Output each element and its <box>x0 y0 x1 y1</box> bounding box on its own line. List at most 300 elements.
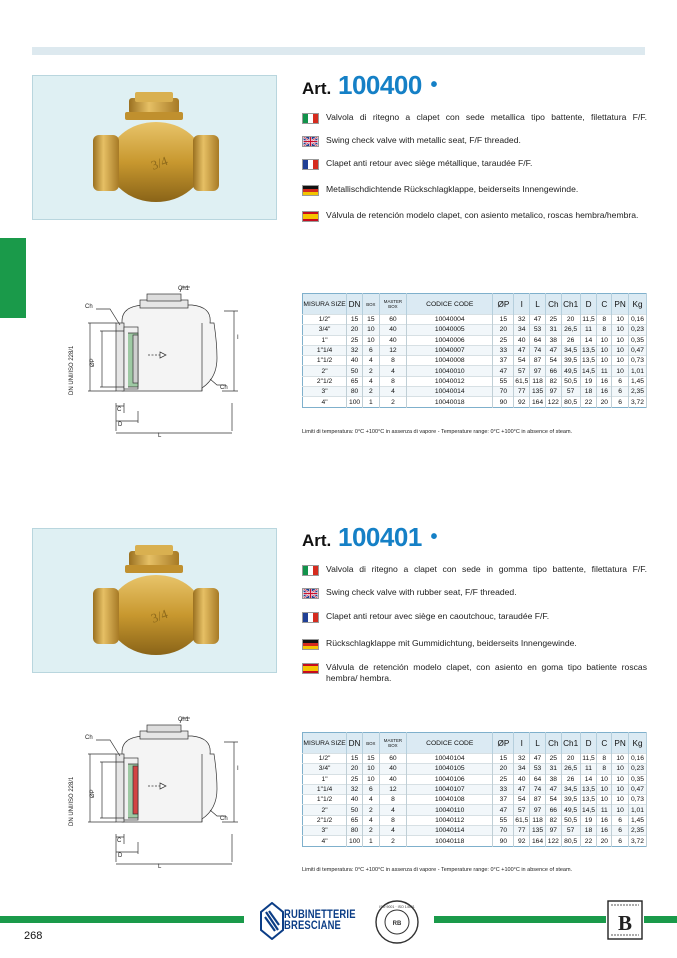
table-cell: 1 <box>362 397 379 407</box>
col-kg: Kg <box>628 733 646 754</box>
table-cell: 19 <box>580 815 597 825</box>
table-cell: 64 <box>530 774 546 784</box>
brand-name: RUBINETTERIE BRESCIANE <box>284 909 356 932</box>
table-row <box>303 784 647 794</box>
table-cell: 10040104 <box>407 754 493 764</box>
product-photo-100400 <box>32 75 277 220</box>
table-cell: 32 <box>514 315 530 325</box>
table-cell: 47 <box>493 366 514 376</box>
table-cell: 11 <box>597 805 612 815</box>
table-cell: 18 <box>580 826 597 836</box>
b-mark-icon <box>606 899 644 941</box>
table-cell: 2 <box>362 387 379 397</box>
table-cell: 47 <box>545 784 561 794</box>
label-op: ØP <box>90 358 96 367</box>
table-cell: 10 <box>597 335 612 345</box>
table-cell: 37 <box>493 356 514 366</box>
table-cell: 0,47 <box>628 784 646 794</box>
table-cell: 18 <box>580 387 597 397</box>
table-cell: 14 <box>580 774 597 784</box>
table-cell: 10040106 <box>407 774 493 784</box>
table-cell: 87 <box>530 795 546 805</box>
table-cell: 87 <box>530 356 546 366</box>
description-de: Rückschlagklappe mit Gummidichtung, beiderseits Innengewinde. <box>302 638 647 650</box>
table-cell: 25 <box>545 754 561 764</box>
table-cell: 47 <box>514 345 530 355</box>
table-cell: 97 <box>545 387 561 397</box>
table-cell: 16 <box>597 387 612 397</box>
table-cell: 57 <box>561 387 580 397</box>
table-cell: 13,5 <box>582 796 596 804</box>
table-cell: 10 <box>597 784 612 794</box>
table-cell: 1"1/2 <box>303 356 347 366</box>
table-cell: 92 <box>514 397 530 407</box>
table-cell: 2,35 <box>628 387 646 397</box>
table-cell: 1"1/2 <box>303 795 347 805</box>
table-cell: 135 <box>530 387 546 397</box>
flag-italy-icon <box>302 565 319 576</box>
table-cell: 1,45 <box>628 815 646 825</box>
table-cell: 2,35 <box>628 826 646 836</box>
col-ch1: Ch1 <box>561 294 580 315</box>
table-cell: 39,5 <box>561 356 580 366</box>
table-cell: 47 <box>530 754 546 764</box>
table-cell: 10 <box>612 764 629 774</box>
table-cell: 12 <box>379 784 406 794</box>
table-cell: 40 <box>379 774 406 784</box>
table-cell: 6 <box>612 397 629 407</box>
table-cell: 10 <box>612 805 629 815</box>
table-cell: 0,73 <box>628 356 646 366</box>
table-cell: 10 <box>597 345 612 355</box>
temperature-note-100401: Limiti di temperatura: 0°C +100°C in assenza di vapore - Temperature range: 0°C +100°C in absence of steam. <box>302 867 573 873</box>
table-cell: 57 <box>561 826 580 836</box>
table-cell: 10 <box>612 774 629 784</box>
label-ch-top: Ch <box>85 735 93 741</box>
label-op: ØP <box>90 789 96 798</box>
table-row <box>303 356 647 366</box>
table-cell: 50,5 <box>561 376 580 386</box>
table-cell: 47 <box>493 805 514 815</box>
table-cell: 15 <box>362 754 379 764</box>
table-cell: 1" <box>303 774 347 784</box>
flag-uk-icon <box>302 136 319 147</box>
page-number: 268 <box>24 930 43 942</box>
table-cell: 11,5 <box>580 315 597 325</box>
table-row <box>303 315 647 325</box>
label-ch-bottom: Ch <box>220 816 228 822</box>
table-cell: 15 <box>493 315 514 325</box>
table-cell: 74 <box>530 784 546 794</box>
label-l: L <box>158 864 162 870</box>
table-cell: 118 <box>530 815 546 825</box>
table-cell: 10040008 <box>407 356 493 366</box>
table-cell: 0,23 <box>628 325 646 335</box>
table-cell: 10 <box>612 335 629 345</box>
description-gb: Swing check valve with metallic seat, F/F threaded. <box>302 135 647 147</box>
table-cell: 10 <box>362 774 379 784</box>
table-cell: 40 <box>514 335 530 345</box>
table-cell: 10040110 <box>407 805 493 815</box>
table-cell: 80,5 <box>561 836 580 846</box>
table-cell: 31 <box>545 325 561 335</box>
table-cell: 77 <box>514 826 530 836</box>
table-cell: 82 <box>545 815 561 825</box>
article-title-100401: Art. 100401 • <box>302 522 438 552</box>
svg-text:B: B <box>617 911 633 935</box>
table-cell: 80 <box>347 387 363 397</box>
table-cell: 1,01 <box>628 366 646 376</box>
table-cell: 22 <box>580 836 597 846</box>
b-quality-mark <box>606 899 644 941</box>
flag-italy-icon <box>302 113 319 124</box>
table-cell: 1 <box>362 836 379 846</box>
table-cell: 15 <box>347 315 363 325</box>
table-cell: 32 <box>514 754 530 764</box>
table-cell: 40 <box>347 356 363 366</box>
table-cell: 65 <box>347 376 363 386</box>
brand-logo <box>244 896 434 948</box>
table-cell: 1,01 <box>628 805 646 815</box>
flag-germany-icon <box>302 639 319 650</box>
table-cell: 57 <box>514 366 530 376</box>
table-cell: 16 <box>597 815 612 825</box>
description-fr: Clapet anti retour avec siège en caoutchouc, taraudée F/F. <box>302 611 647 623</box>
table-cell: 10040014 <box>407 387 493 397</box>
table-cell: 34,5 <box>561 784 580 794</box>
table-cell: 4 <box>362 376 379 386</box>
table-cell: 20 <box>597 397 612 407</box>
table-cell: 11 <box>580 764 597 774</box>
table-cell: 164 <box>530 397 546 407</box>
table-cell: 10 <box>612 356 629 366</box>
description-es: Válvula de retención modelo clapet, con asiento en goma tipo batiente roscas hembra/ hembra. <box>302 662 647 683</box>
table-cell: 10 <box>612 325 629 335</box>
col-dn: DN <box>347 294 363 315</box>
description-it: Valvola di ritegno a clapet con sede in gomma tipo battente, filettatura F/F. <box>302 564 647 576</box>
label-c: C <box>117 838 122 844</box>
table-cell: 15 <box>347 754 363 764</box>
svg-text:3/4: 3/4 <box>148 606 170 626</box>
table-cell: 26 <box>561 335 580 345</box>
table-cell: 3,72 <box>628 836 646 846</box>
table-cell: 38 <box>545 335 561 345</box>
table-cell: 10040118 <box>407 836 493 846</box>
table-cell: 8 <box>379 815 406 825</box>
col-ch: Ch <box>545 733 561 754</box>
table-cell: 2" <box>303 805 347 815</box>
table-cell: 97 <box>530 805 546 815</box>
table-cell: 14 <box>580 335 597 345</box>
flag-germany-icon <box>302 185 319 196</box>
table-cell: 0,35 <box>628 335 646 345</box>
table-cell: 20 <box>597 836 612 846</box>
table-cell: 31 <box>545 764 561 774</box>
table-cell: 2 <box>362 366 379 376</box>
table-cell: 40 <box>347 795 363 805</box>
table-cell: 32 <box>347 784 363 794</box>
table-row <box>303 795 647 805</box>
table-cell: 1"1/4 <box>303 345 347 355</box>
col-op: ØP <box>493 294 514 315</box>
col-dn: DN <box>347 733 363 754</box>
col-pn: PN <box>612 294 629 315</box>
table-cell: 4 <box>362 795 379 805</box>
table-cell: 4 <box>362 815 379 825</box>
table-cell: 50,5 <box>561 815 580 825</box>
table-row <box>303 325 647 335</box>
table-cell: 92 <box>514 836 530 846</box>
table-cell: 34 <box>514 325 530 335</box>
col-master-box: MASTER BOX <box>379 733 406 754</box>
table-cell: 10 <box>612 345 629 355</box>
table-row <box>303 836 647 846</box>
table-cell: 26,5 <box>561 325 580 335</box>
table-cell: 10 <box>597 356 612 366</box>
table-cell: 2 <box>362 805 379 815</box>
table-cell: 4" <box>303 836 347 846</box>
valve-photo <box>91 90 221 205</box>
description-fr: Clapet anti retour avec siège métallique, taraudée F/F. <box>302 158 647 170</box>
table-cell: 4 <box>379 826 406 836</box>
table-cell: 6 <box>612 826 629 836</box>
table-cell: 10 <box>362 325 379 335</box>
table-cell: 55 <box>493 815 514 825</box>
table-cell: 49,5 <box>561 366 580 376</box>
table-cell: 4 <box>362 356 379 366</box>
label-d: D <box>118 853 123 859</box>
table-cell: 164 <box>530 836 546 846</box>
table-cell: 100 <box>347 397 363 407</box>
table-cell: 6 <box>612 376 629 386</box>
table-cell: 6 <box>612 815 629 825</box>
col-master-box: MASTER BOX <box>379 294 406 315</box>
table-cell: 6 <box>362 784 379 794</box>
table-cell: 34 <box>514 764 530 774</box>
table-cell: 70 <box>493 387 514 397</box>
table-cell: 77 <box>514 387 530 397</box>
table-cell: 90 <box>493 836 514 846</box>
table-cell: 20 <box>561 754 580 764</box>
table-cell: 10040007 <box>407 345 493 355</box>
table-cell: 20 <box>561 315 580 325</box>
label-i: I <box>237 335 239 341</box>
table-cell: 10040018 <box>407 397 493 407</box>
svg-text:RB: RB <box>392 921 402 927</box>
flag-france-icon <box>302 159 319 170</box>
col-codice: CODICE CODE <box>407 294 493 315</box>
table-cell: 0,73 <box>628 795 646 805</box>
table-row <box>303 815 647 825</box>
table-cell: 1"1/4 <box>303 784 347 794</box>
table-cell: 60 <box>379 754 406 764</box>
table-cell: 10040112 <box>407 815 493 825</box>
label-i: I <box>237 766 239 772</box>
table-cell: 10 <box>612 784 629 794</box>
table-cell: 82 <box>545 376 561 386</box>
product-photo-100401 <box>32 528 277 673</box>
table-cell: 53 <box>530 764 546 774</box>
flag-spain-icon <box>302 211 319 222</box>
table-cell: 122 <box>545 836 561 846</box>
table-cell: 25 <box>493 774 514 784</box>
flag-uk-icon <box>302 588 319 599</box>
table-cell: 6 <box>362 345 379 355</box>
table-cell: 25 <box>545 315 561 325</box>
table-cell: 10040107 <box>407 784 493 794</box>
spec-table-100400 <box>302 293 647 408</box>
table-row <box>303 387 647 397</box>
table-cell: 10 <box>362 764 379 774</box>
col-i: I <box>514 733 530 754</box>
table-cell: 8 <box>379 376 406 386</box>
table-cell: 10040114 <box>407 826 493 836</box>
table-cell: 11,5 <box>580 754 597 764</box>
table-cell: 74 <box>530 345 546 355</box>
table-cell: 10040105 <box>407 764 493 774</box>
table-row <box>303 345 647 355</box>
table-cell: 13,5 <box>582 347 596 355</box>
table-cell: 8 <box>597 754 612 764</box>
table-cell: 25 <box>347 335 363 345</box>
table-cell: 10 <box>612 366 629 376</box>
iso-certification-badge <box>374 899 420 945</box>
table-cell: 0,16 <box>628 754 646 764</box>
table-cell: 97 <box>530 366 546 376</box>
table-cell: 54 <box>514 795 530 805</box>
table-cell: 49,5 <box>561 805 580 815</box>
col-kg: Kg <box>628 294 646 315</box>
table-cell: 33 <box>493 784 514 794</box>
table-cell: 80,5 <box>561 397 580 407</box>
table-cell: 16 <box>597 376 612 386</box>
table-cell: 40 <box>379 764 406 774</box>
table-cell: 37 <box>493 795 514 805</box>
article-number: 100401 <box>338 522 422 552</box>
table-cell: 32 <box>347 345 363 355</box>
table-cell: 13,5 <box>582 786 596 794</box>
table-row <box>303 764 647 774</box>
label-d: D <box>118 422 123 428</box>
article-number: 100400 <box>338 70 422 100</box>
top-decorative-bar <box>32 47 645 55</box>
table-cell: 20 <box>347 764 363 774</box>
spec-table-100401 <box>302 732 647 847</box>
section-tab <box>0 238 26 318</box>
table-cell: 10040108 <box>407 795 493 805</box>
table-cell: 2"1/2 <box>303 815 347 825</box>
col-ch: Ch <box>545 294 561 315</box>
table-cell: 53 <box>530 325 546 335</box>
table-cell: 55 <box>493 376 514 386</box>
table-cell: 61,5 <box>515 377 529 385</box>
label-ch-top: Ch <box>85 304 93 310</box>
col-ch1: Ch1 <box>561 733 580 754</box>
table-row <box>303 805 647 815</box>
col-pn: PN <box>612 733 629 754</box>
table-cell: 2 <box>362 826 379 836</box>
table-cell: 57 <box>514 805 530 815</box>
table-cell: 2" <box>303 366 347 376</box>
table-cell: 1" <box>303 335 347 345</box>
table-cell: 0,35 <box>628 774 646 784</box>
table-cell: 15 <box>493 754 514 764</box>
table-row <box>303 335 647 345</box>
table-cell: 11 <box>580 325 597 335</box>
technical-drawing-100400 <box>52 283 297 443</box>
table-cell: 118 <box>530 376 546 386</box>
table-cell: 122 <box>545 397 561 407</box>
table-cell: 10 <box>597 774 612 784</box>
col-op: ØP <box>493 733 514 754</box>
table-cell: 61,5 <box>515 816 529 824</box>
table-cell: 3/4" <box>303 764 347 774</box>
table-cell: 2"1/2 <box>303 376 347 386</box>
article-title-100400: Art. 100400 • <box>302 70 438 100</box>
table-cell: 10040005 <box>407 325 493 335</box>
table-cell: 65 <box>347 815 363 825</box>
table-cell: 50 <box>347 366 363 376</box>
table-cell: 90 <box>493 397 514 407</box>
table-cell: 6 <box>612 836 629 846</box>
table-cell: 1/2" <box>303 754 347 764</box>
table-cell: 10 <box>597 795 612 805</box>
flag-france-icon <box>302 612 319 623</box>
table-cell: 33 <box>493 345 514 355</box>
col-d: D <box>580 294 597 315</box>
table-cell: 4 <box>379 805 406 815</box>
table-cell: 8 <box>597 315 612 325</box>
table-cell: 2 <box>379 836 406 846</box>
table-cell: 70 <box>493 826 514 836</box>
table-cell: 10040004 <box>407 315 493 325</box>
table-cell: 80 <box>347 826 363 836</box>
table-cell: 3" <box>303 826 347 836</box>
label-l: L <box>158 433 162 439</box>
table-cell: 14,5 <box>582 367 596 375</box>
table-row <box>303 397 647 407</box>
svg-text:3/4: 3/4 <box>148 153 170 173</box>
table-cell: 34,5 <box>561 345 580 355</box>
label-ch-bottom: Ch <box>220 385 228 391</box>
description-gb: Swing check valve with rubber seat, F/F threaded. <box>302 587 647 599</box>
table-cell: 10040006 <box>407 335 493 345</box>
table-cell: 66 <box>545 366 561 376</box>
table-row <box>303 366 647 376</box>
table-cell: 47 <box>545 345 561 355</box>
table-cell: 54 <box>545 795 561 805</box>
col-box: BOX <box>362 733 379 754</box>
table-cell: 0,47 <box>628 345 646 355</box>
table-row <box>303 826 647 836</box>
description-it: Valvola di ritegno a clapet con sede metallica tipo battente, filettatura F/F. <box>302 112 647 124</box>
col-i: I <box>514 294 530 315</box>
table-cell: 13,5 <box>582 357 596 365</box>
table-cell: 12 <box>379 345 406 355</box>
table-cell: 10040010 <box>407 366 493 376</box>
table-cell: 25 <box>493 335 514 345</box>
table-row <box>303 376 647 386</box>
table-cell: 20 <box>493 764 514 774</box>
table-cell: 97 <box>545 826 561 836</box>
col-misura: MISURA SIZE <box>303 733 347 754</box>
table-cell: 10 <box>612 795 629 805</box>
table-cell: 8 <box>597 325 612 335</box>
table-cell: 60 <box>379 315 406 325</box>
table-cell: 47 <box>530 315 546 325</box>
table-row <box>303 754 647 764</box>
col-box: BOX <box>362 294 379 315</box>
